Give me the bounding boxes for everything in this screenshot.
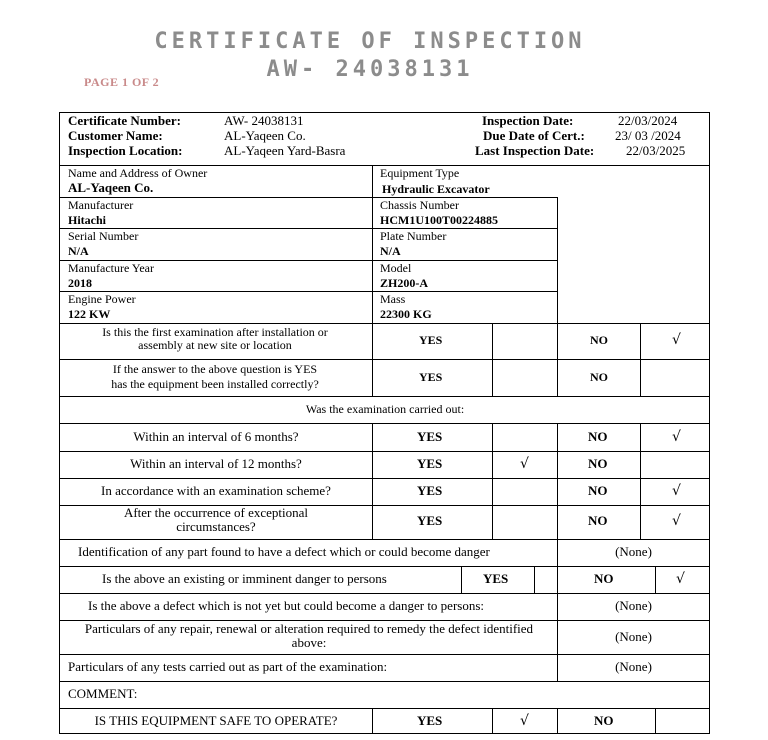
row-divider bbox=[60, 681, 710, 682]
customer-name-value: AL-Yaqeen Co. bbox=[224, 128, 306, 143]
q8-no-check-icon: √ bbox=[676, 571, 685, 587]
column-divider bbox=[492, 323, 493, 396]
equipment-type-label: Equipment Type bbox=[380, 166, 460, 180]
row-divider bbox=[60, 423, 710, 424]
manufacturer-label: Manufacturer bbox=[68, 198, 134, 212]
model-value: ZH200-A bbox=[380, 276, 428, 290]
inspection-location-value: AL-Yaqeen Yard-Basra bbox=[224, 143, 346, 158]
question-installed-correctly-line2: has the equipment been installed correctly? bbox=[111, 377, 319, 391]
q11-answer: (None) bbox=[615, 659, 652, 674]
inspection-date-value: 22/03/2024 bbox=[618, 113, 678, 128]
q2-yes-label: YES bbox=[419, 370, 443, 384]
question-examination-scheme: In accordance with an examination scheme? bbox=[101, 483, 331, 498]
page-indicator: PAGE 1 OF 2 bbox=[84, 75, 160, 89]
question-12-months: Within an interval of 12 months? bbox=[130, 456, 302, 471]
q3-no-label: NO bbox=[588, 429, 608, 444]
q1-yes-label: YES bbox=[419, 333, 443, 347]
cert-number-label: Certificate Number: bbox=[68, 113, 181, 128]
examination-heading: Was the examination carried out: bbox=[305, 402, 465, 416]
q10-answer: (None) bbox=[615, 629, 652, 644]
plate-value: N/A bbox=[380, 244, 401, 258]
due-date-value: 23/ 03 /2024 bbox=[615, 128, 681, 143]
q8-no-label: NO bbox=[594, 571, 614, 586]
due-date-label: Due Date of Cert.: bbox=[483, 128, 585, 143]
mass-label: Mass bbox=[380, 292, 406, 306]
q8-yes-label: YES bbox=[483, 571, 509, 586]
q12-yes-label: YES bbox=[417, 713, 443, 728]
column-divider bbox=[557, 197, 558, 323]
manufacturer-value: Hitachi bbox=[68, 213, 106, 227]
q12-yes-check-icon: √ bbox=[520, 713, 529, 729]
question-first-exam: Is this the first examination after installation or assembly at new site or location bbox=[102, 325, 328, 352]
question-future-danger: Is the above a defect which is not yet but could become a danger to persons: bbox=[88, 598, 485, 613]
column-divider bbox=[557, 708, 558, 734]
column-divider bbox=[372, 323, 373, 396]
question-imminent-danger: Is the above an existing or imminent danger to persons bbox=[102, 571, 387, 586]
question-tests-particulars: Particulars of any tests carried out as part of the examination: bbox=[68, 659, 388, 674]
q2-no-label: NO bbox=[590, 370, 608, 384]
model-label: Model bbox=[380, 261, 412, 275]
q3-yes-label: YES bbox=[417, 429, 443, 444]
row-divider bbox=[60, 654, 710, 655]
chassis-label: Chassis Number bbox=[380, 198, 459, 212]
q12-no-label: NO bbox=[594, 713, 614, 728]
question-defect-identification: Identification of any part found to have a defect which or could become danger bbox=[78, 544, 490, 559]
chassis-value: HCM1U100T00224885 bbox=[380, 213, 498, 227]
column-divider bbox=[372, 708, 373, 734]
row-divider bbox=[60, 566, 710, 567]
column-divider bbox=[640, 323, 641, 396]
owner-value: AL-Yaqeen Co. bbox=[68, 180, 154, 195]
question-safe-to-operate: IS THIS EQUIPMENT SAFE TO OPERATE? bbox=[94, 713, 338, 728]
column-divider bbox=[655, 566, 656, 593]
serial-label: Serial Number bbox=[68, 229, 139, 243]
row-divider bbox=[60, 593, 710, 594]
q5-no-label: NO bbox=[588, 483, 608, 498]
column-divider bbox=[655, 708, 656, 734]
question-repair-particulars: Particulars of any repair, renewal or alteration required to remedy the defect identified above: bbox=[84, 621, 534, 650]
column-divider bbox=[557, 323, 558, 396]
question-6-months: Within an interval of 6 months? bbox=[133, 429, 299, 444]
question-installed-correctly-line1: If the answer to the above question is YES bbox=[112, 362, 318, 376]
column-divider bbox=[640, 423, 641, 539]
manufacture-year-label: Manufacture Year bbox=[68, 261, 154, 275]
comment-label: COMMENT: bbox=[68, 686, 138, 701]
serial-value: N/A bbox=[68, 244, 89, 258]
q4-yes-label: YES bbox=[417, 456, 443, 471]
inspection-date-label: Inspection Date: bbox=[482, 113, 574, 128]
q3-no-check-icon: √ bbox=[672, 429, 681, 445]
question-exceptional-circumstances: After the occurrence of exceptional circumstances? bbox=[123, 505, 309, 534]
equipment-type-value: Hydraulic Excavator bbox=[382, 182, 490, 196]
q9-answer: (None) bbox=[615, 598, 652, 613]
column-divider bbox=[492, 708, 493, 734]
column-divider bbox=[534, 566, 535, 593]
q4-no-label: NO bbox=[588, 456, 608, 471]
manufacture-year-value: 2018 bbox=[68, 276, 92, 290]
q6-yes-label: YES bbox=[417, 513, 443, 528]
column-divider bbox=[461, 566, 462, 593]
q7-answer: (None) bbox=[615, 544, 652, 559]
certificate-title: CERTIFICATE OF INSPECTION bbox=[154, 29, 586, 54]
q1-no-label: NO bbox=[590, 333, 608, 347]
row-divider bbox=[60, 323, 710, 324]
q1-no-check-icon: √ bbox=[672, 332, 681, 348]
mass-value: 22300 KG bbox=[380, 307, 432, 321]
certificate-number-title: AW- 24038131 bbox=[266, 57, 474, 82]
inspection-location-label: Inspection Location: bbox=[68, 143, 183, 158]
row-divider bbox=[60, 539, 710, 540]
column-divider bbox=[557, 423, 558, 539]
cert-number-value: AW- 24038131 bbox=[224, 113, 304, 128]
row-divider bbox=[60, 478, 710, 479]
row-divider bbox=[60, 359, 710, 360]
inspection-table bbox=[59, 112, 710, 734]
q6-no-label: NO bbox=[588, 513, 608, 528]
customer-name-label: Customer Name: bbox=[68, 128, 163, 143]
owner-label: Name and Address of Owner bbox=[68, 166, 208, 180]
row-divider bbox=[60, 451, 710, 452]
column-divider bbox=[557, 566, 558, 593]
engine-power-label: Engine Power bbox=[68, 292, 136, 306]
engine-power-value: 122 KW bbox=[68, 307, 111, 321]
q5-no-check-icon: √ bbox=[672, 483, 681, 499]
q6-no-check-icon: √ bbox=[672, 513, 681, 529]
row-divider bbox=[60, 197, 557, 198]
column-divider bbox=[372, 165, 373, 323]
last-inspection-value: 22/03/2025 bbox=[626, 143, 686, 158]
column-divider bbox=[372, 423, 373, 539]
row-divider bbox=[60, 708, 710, 709]
plate-label: Plate Number bbox=[380, 229, 447, 243]
q4-yes-check-icon: √ bbox=[520, 456, 529, 472]
row-divider bbox=[60, 396, 710, 397]
q5-yes-label: YES bbox=[417, 483, 443, 498]
column-divider bbox=[492, 423, 493, 539]
last-inspection-label: Last Inspection Date: bbox=[475, 143, 595, 158]
